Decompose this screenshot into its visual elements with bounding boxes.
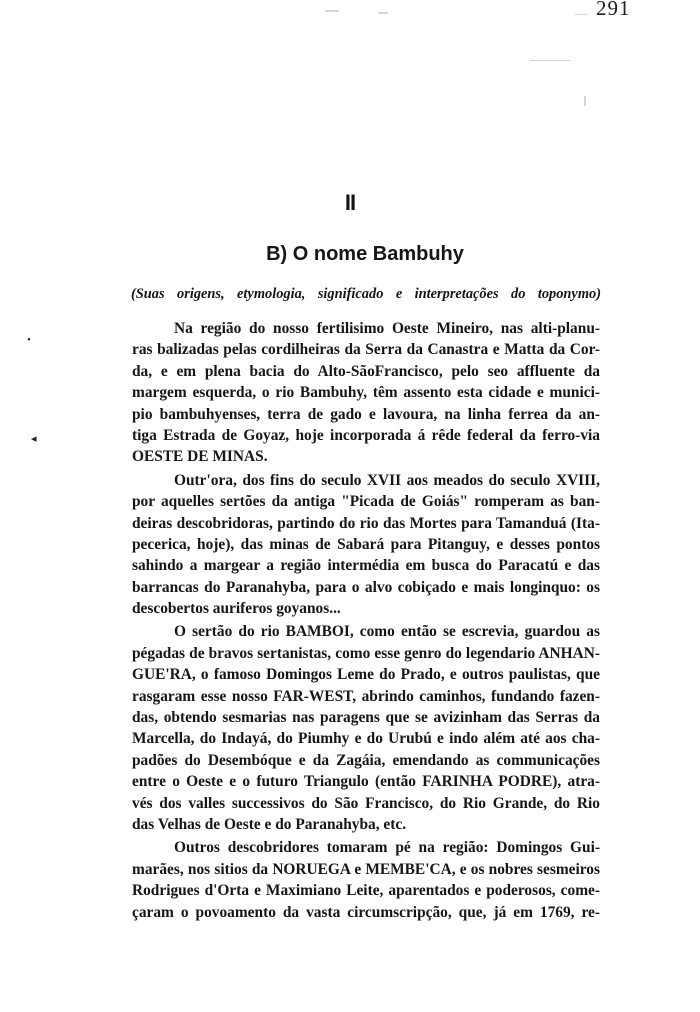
scan-smudge xyxy=(584,96,586,106)
section-subtitle: (Suas origens, etymologia, significado e interpretações do toponymo) xyxy=(131,286,601,302)
text-line: das, obtendo sesmarias nas paragens que se avizinham das Serras da xyxy=(132,709,600,727)
paragraph-3 xyxy=(132,621,600,835)
margin-arrow-mark: ◂ xyxy=(31,433,37,445)
margin-bullet-mark: • xyxy=(27,334,31,346)
text-line: sahindo a margear a região intermédia em busca do Paracatú e das xyxy=(132,557,600,575)
scan-smudge xyxy=(325,10,339,12)
text-line: OESTE DE MINAS. xyxy=(132,448,268,466)
text-line: GUE'RA, o famoso Domingos Leme do Prado, e outros paulistas, que xyxy=(132,666,600,684)
text-line: ras balizadas pelas cordilheiras da Serra da Canastra e Matta da Cor- xyxy=(132,341,600,359)
text-line: rasgaram esse nosso FAR-WEST, abrindo caminhos, fundando fazen- xyxy=(132,687,600,705)
section-title: B) O nome Bambuhy xyxy=(266,243,464,265)
paragraph-4 xyxy=(132,837,600,923)
text-line: marães, nos sitios da NORUEGA e MEMBE'CA, e os nobres sesmeiros xyxy=(132,860,600,878)
body-text xyxy=(132,318,600,923)
text-line: pio bambuhyenses, terra de gado e lavoura, na linha ferrea da an- xyxy=(132,405,600,423)
text-line: pecerica, hoje), das minas de Sabará para Pitanguy, e desses pontos xyxy=(132,535,600,553)
text-line: Marcella, do Indayá, do Piumhy e do Urubú e indo além até aos cha- xyxy=(132,730,600,748)
text-line: O sertão do rio BAMBOI, como então se escrevia, guardou as xyxy=(174,623,600,641)
text-line: margem esquerda, o rio Bambuhy, têm assento esta cidade e munici- xyxy=(132,384,600,402)
scan-smudge xyxy=(530,60,570,61)
text-line: barrancas do Paranahyba, para o alvo cobiçado e mais longinquo: os xyxy=(132,578,600,596)
text-line: deiras descobridoras, partindo do rio das Mortes para Tamanduá (Ita- xyxy=(132,514,600,532)
text-line: Rodrigues d'Orta e Maximiano Leite, aparentados e poderosos, come- xyxy=(132,882,600,900)
scan-smudge xyxy=(575,14,587,15)
text-line: Na região do nosso fertilisimo Oeste Mineiro, nas alti-planu- xyxy=(174,320,600,337)
text-line: çaram o povoamento da vasta circumscripção, que, já em 1769, re- xyxy=(132,903,600,921)
text-line: por aquelles sertões da antiga "Picada de Goiás" romperam as ban- xyxy=(132,493,600,511)
text-line: entre o Oeste e o futuro Triangulo (então FARINHA PODRE), atra- xyxy=(132,773,600,791)
text-line: da, e em plena bacia do Alto-SãoFrancisco, pelo seo affluente da xyxy=(132,362,600,380)
chapter-numeral: II xyxy=(344,190,356,215)
text-line: Outros descobridores tomaram pé na região: Domingos Gui- xyxy=(174,839,600,857)
scan-smudge xyxy=(378,12,388,14)
text-line: pégadas de bravos sertanistas, como esse genro do legendario ANHAN- xyxy=(132,644,600,662)
paragraph-2 xyxy=(132,470,600,620)
text-line: descobertos auriferos goyanos... xyxy=(132,600,341,618)
text-line: padões do Desembóque e da Zagáia, emendando as communicações xyxy=(132,751,600,769)
page-number: 291 xyxy=(596,0,631,20)
text-line: vés dos valles successivos do São Francisco, do Rio Grande, do Rio xyxy=(132,794,600,812)
paragraph-1 xyxy=(132,318,600,468)
text-line: tiga Estrada de Goyaz, hoje incorporada á rêde federal da ferro-via xyxy=(132,426,600,444)
text-line: das Velhas de Oeste e do Paranahyba, etc. xyxy=(132,815,407,833)
text-line: Outr'ora, dos fins do seculo XVII aos meados do seculo XVIII, xyxy=(174,471,600,489)
